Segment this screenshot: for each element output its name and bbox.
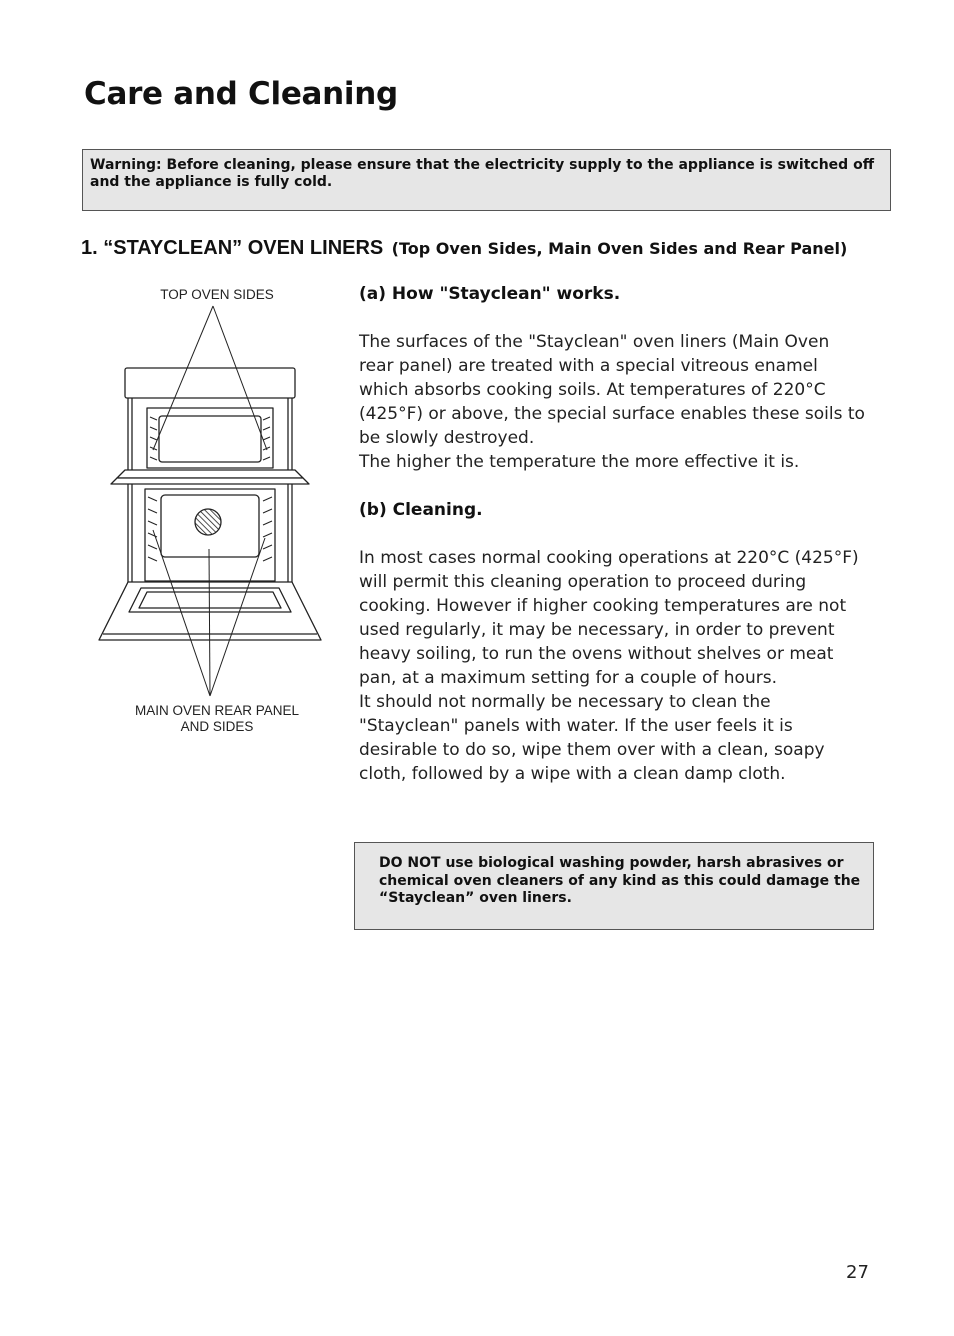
warning-text: Warning: Before cleaning, please ensure that the electricity supply to the appliance is switched off and the appliance is fully cold. — [90, 157, 875, 190]
diagram-label-bottom — [95, 703, 339, 735]
section-heading — [81, 232, 847, 260]
notice-text: DO NOT use biological washing powder, harsh abrasives or chemical oven cleaners of any kind as this could damage the “Stayclean” oven liners. — [379, 855, 861, 906]
diagram-label-top: TOP OVEN SIDES — [160, 287, 274, 302]
subheading-cleaning: (b) Cleaning. — [359, 500, 483, 520]
page-title: Care and Cleaning — [84, 76, 398, 112]
notice-box — [354, 842, 874, 930]
fan-cover — [195, 509, 221, 535]
oven-illustration — [95, 282, 335, 742]
control-panel — [125, 368, 295, 398]
instructions-column — [359, 282, 869, 786]
diagram-label-bottom-line2: AND SIDES — [180, 719, 254, 734]
diagram-label-bottom-line1: MAIN OVEN REAR PANEL — [134, 703, 300, 718]
warning-box — [82, 149, 891, 211]
paragraph-how-it-works: The surfaces of the "Stayclean" oven liners (Main Oven rear panel) are treated with a special vitreous enamel which absorbs cooking soils. At temperatures of 220°C (425°F) or above, the special surface enables these soils to be slowly destroyed. — [359, 332, 865, 448]
section-heading-main: 1. “STAYCLEAN” OVEN LINERS — [81, 237, 384, 259]
paragraph-cleaning: In most cases normal cooking operations at 220°C (425°F) will permit this cleaning operation to proceed during cooking. However if higher cooking temperatures are not used regularly, it may be necessary, in order to prevent heavy soiling, to run the ovens without shelves or meat pan, at a maximum setting for a couple of hours. — [359, 548, 859, 688]
section-heading-sub: (Top Oven Sides, Main Oven Sides and Rear Panel) — [391, 239, 848, 258]
page-number: 27 — [846, 1262, 869, 1283]
paragraph-how-it-works-2: The higher the temperature the more effective it is. — [359, 452, 800, 472]
oven-divider — [117, 470, 303, 478]
paragraph-cleaning-2: It should not normally be necessary to clean the "Stayclean" panels with water. If the user feels it is desirable to do so, wipe them over with a clean, soapy cloth, followed by a wipe with a clean damp cloth. — [359, 692, 825, 784]
oven-diagram — [95, 282, 335, 742]
subheading-how-it-works: (a) How "Stayclean" works. — [359, 284, 621, 304]
